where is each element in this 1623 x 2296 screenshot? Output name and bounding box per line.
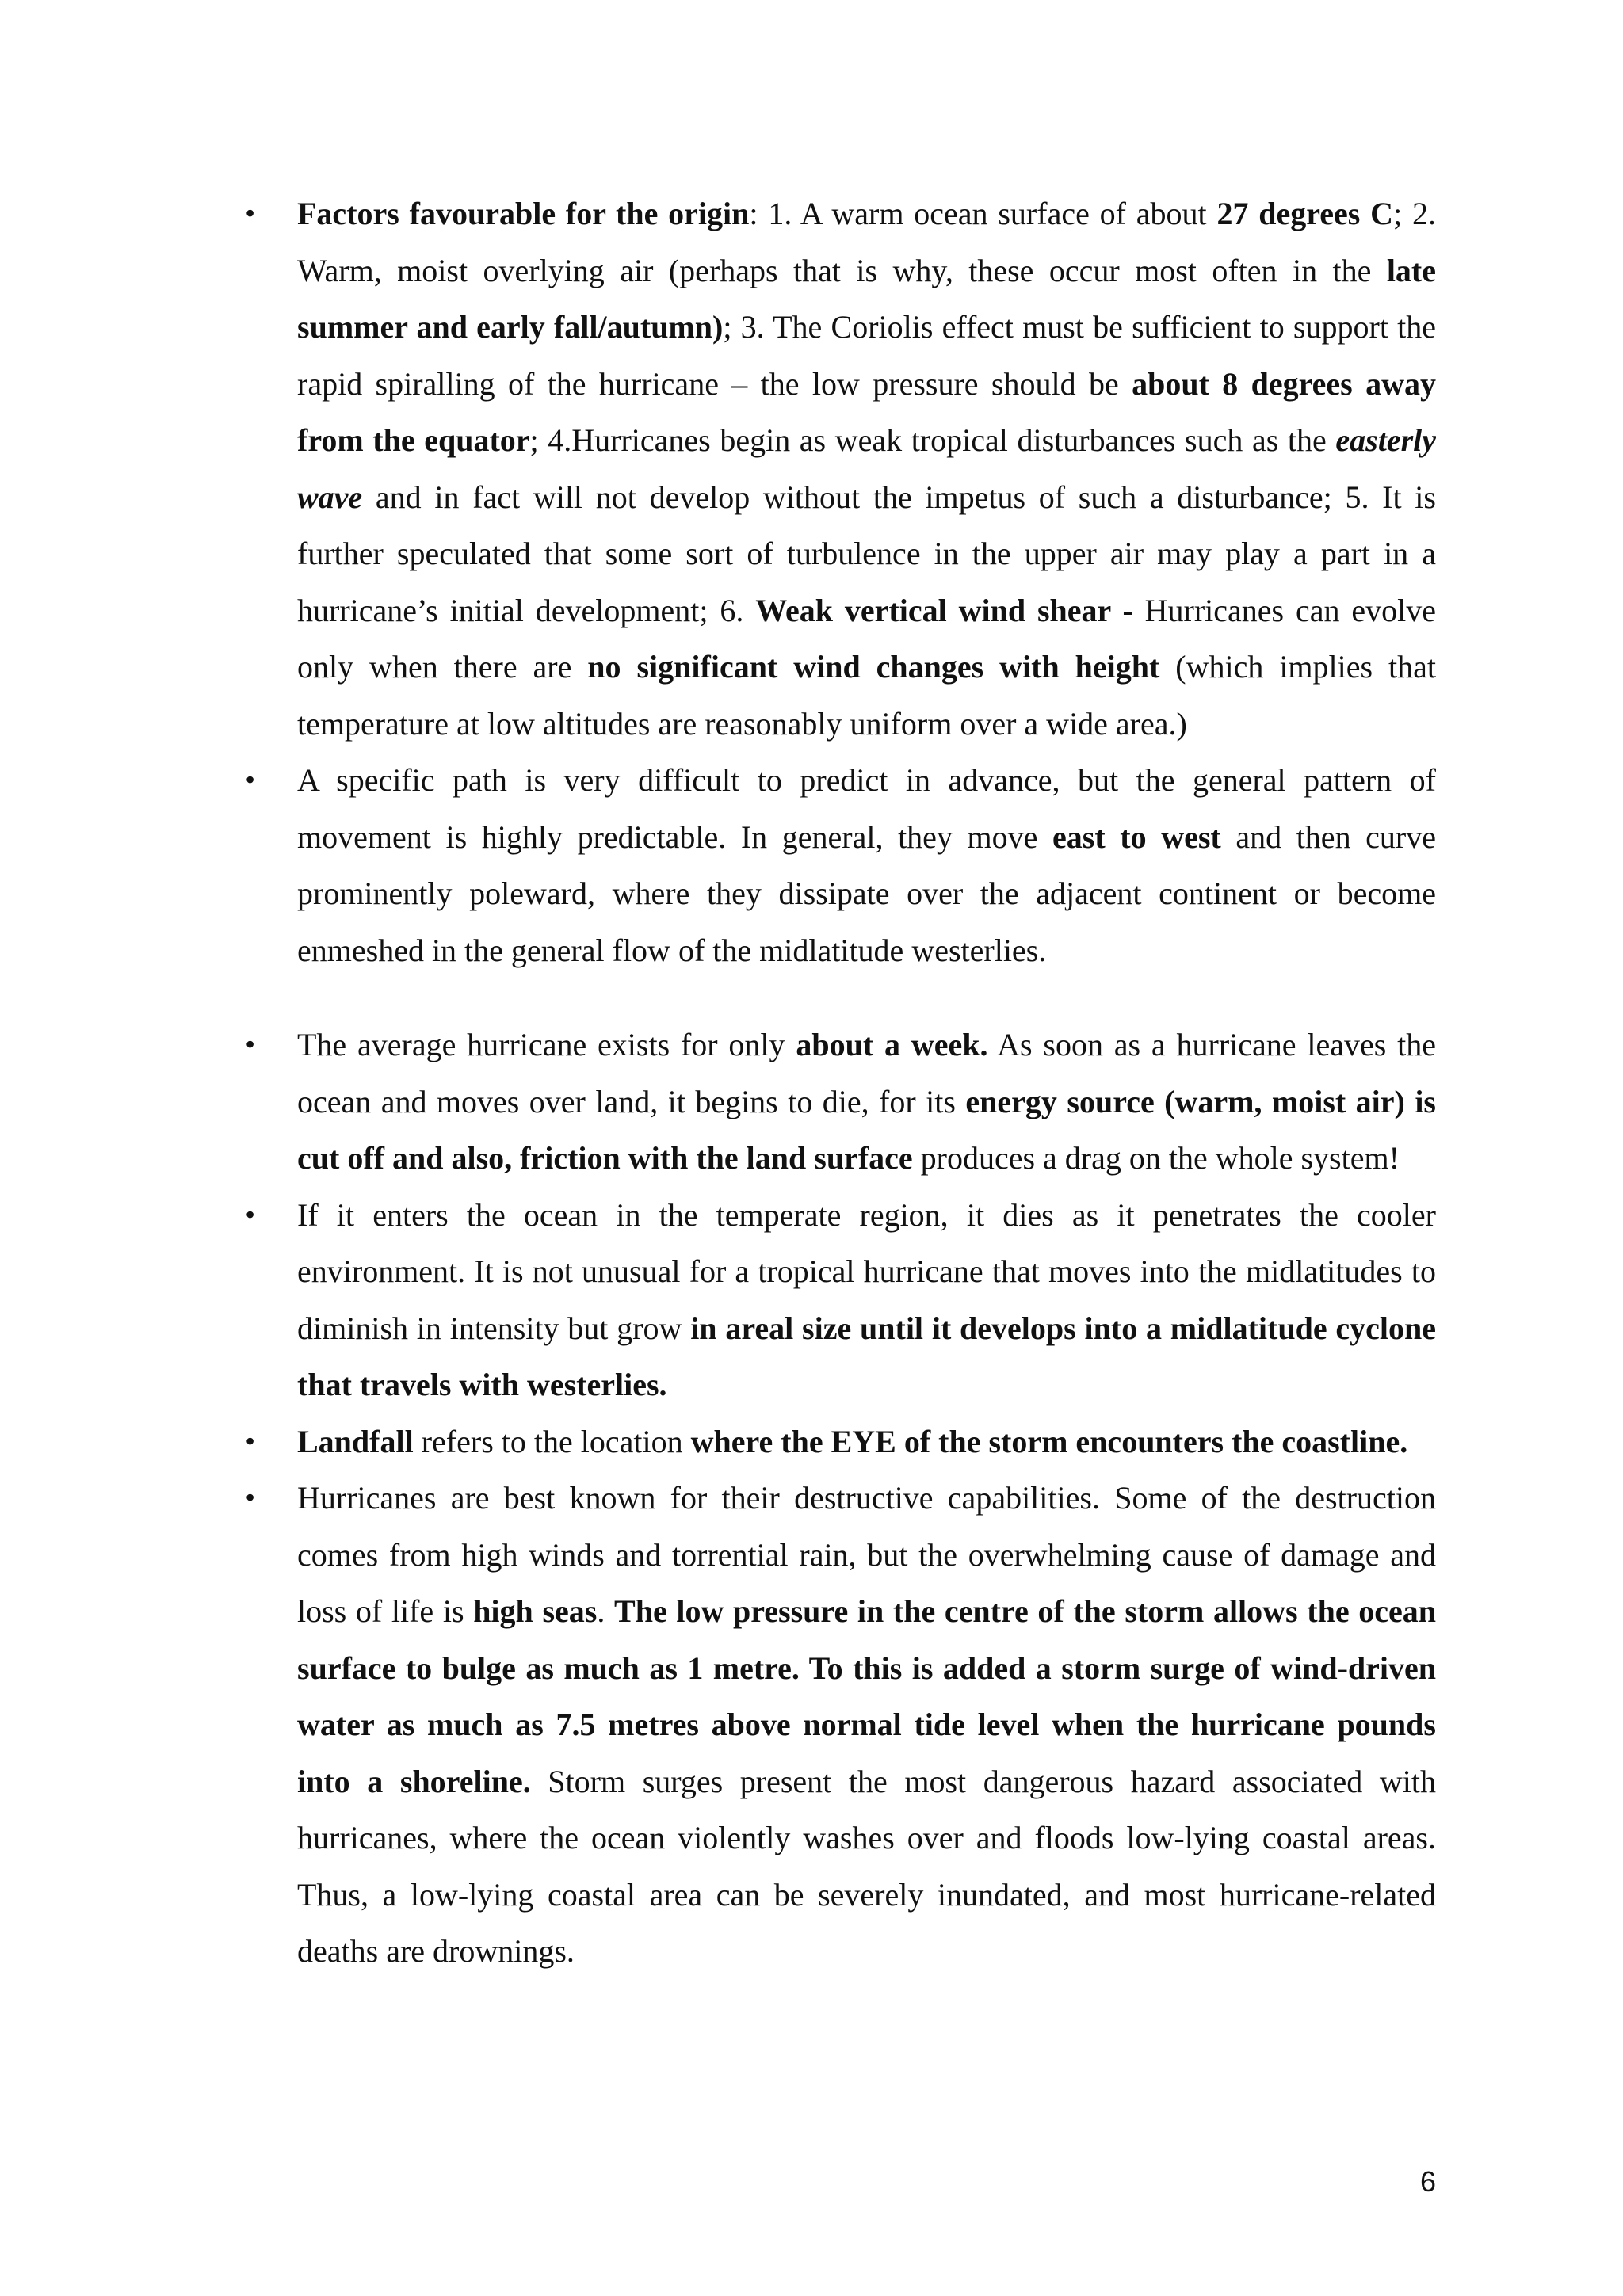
text-run: ; 4.Hurricanes begin as weak tropical disturbances such as the	[529, 422, 1336, 458]
text-run: ; 3. The Coriolis effect must be sufficient to support the rapid spiralling of the hurricane – the low pressure should be	[297, 309, 1436, 402]
bold-italic-phrase: easterly wave	[297, 422, 1437, 515]
bold-phrase: late summer and early fall/autumn)	[297, 252, 1436, 345]
bullet-lifespan	[239, 1016, 1436, 1187]
text-run: and then curve prominently poleward, where they dissipate over the adjacent continent or become enmeshed in the general flow of the midlatitude westerlies.	[297, 818, 1436, 968]
bold-phrase: where the EYE of the storm encounters the coastline.	[690, 1423, 1408, 1459]
text-run: : 1. A warm ocean surface of about	[749, 196, 1217, 231]
bullet-origin-factors	[239, 185, 1436, 752]
text-run: Hurricanes can evolve only when there are	[297, 592, 1436, 685]
text-run: As soon as a hurricane leaves the ocean and moves over land, it begins to die, for its	[297, 1027, 1436, 1119]
bullet-temperate-region	[239, 1187, 1436, 1413]
bold-phrase: 27 degrees C	[1216, 196, 1394, 231]
bold-phrase: -	[1110, 592, 1145, 628]
bullet-destruction	[239, 1470, 1436, 1980]
text-run: ; 2. Warm, moist overlying air (perhaps that is why, these occur most often in the	[297, 196, 1436, 288]
text-run: and in fact will not develop without the impetus of such a disturbance; 5. It is further speculated that some sort of turbulence in the upper air may play a part in a hurricane’s initial development; 6.	[297, 479, 1436, 628]
text-run: (which implies that temperature at low altitudes are reasonably uniform over a wide area.)	[297, 649, 1437, 742]
bold-phrase: in areal size until it develops into a midlatitude cyclone that travels with westerlies.	[297, 1310, 1436, 1402]
text-run: A specific path is very difficult to predict in advance, but the general pattern of movement is highly predictable. In general, they move	[297, 762, 1436, 855]
bold-phrase: The low pressure in the centre of the storm allows the ocean surface to bulge as much as 1 metre. To this is added a storm surge of wind-driven water as much as 7.5 metres above normal tide level when the hurricane pounds into a shoreline.	[297, 1593, 1437, 1799]
bold-phrase: Weak vertical wind shear	[755, 592, 1111, 628]
bold-phrase: Factors favourable for the origin	[297, 196, 750, 231]
bold-phrase: about a week.	[796, 1027, 988, 1062]
text-run: produces a drag on the whole system!	[912, 1140, 1400, 1176]
bullet-list	[239, 185, 1436, 1980]
text-run: .	[597, 1593, 615, 1629]
text-run: Hurricanes are best known for their destructive capabilities. Some of the destruction comes from high winds and torrential rain, but the overwhelming cause of damage and loss of life is	[297, 1480, 1436, 1629]
bold-phrase: high seas	[473, 1593, 598, 1629]
text-run: The average hurricane exists for only	[297, 1027, 796, 1062]
page-number: 6	[1419, 2165, 1436, 2198]
bullet-path-prediction	[239, 752, 1436, 978]
bold-phrase: Landfall	[297, 1423, 414, 1459]
bullet-landfall	[239, 1413, 1436, 1470]
text-run: If it enters the ocean in the temperate region, it dies as it penetrates the cooler environment. It is not unusual for a tropical hurricane that moves into the midlatitudes to diminish in intensity but grow	[297, 1196, 1436, 1346]
bold-phrase: about 8 degrees away from the equator	[297, 365, 1436, 458]
bold-phrase: no significant wind changes with height	[587, 649, 1160, 685]
text-run: refers to the location	[413, 1423, 691, 1459]
bold-phrase: energy source (warm, moist air) is cut off and also, friction with the land surface	[297, 1083, 1437, 1176]
text-run: Storm surges present the most dangerous hazard associated with hurricanes, where the ocean violently washes over and floods low-lying coastal areas. Thus, a low-lying coastal area can be severely inundated, and most hurricane-related deaths are drownings.	[297, 1763, 1436, 1969]
bold-phrase: east to west	[1052, 818, 1221, 855]
